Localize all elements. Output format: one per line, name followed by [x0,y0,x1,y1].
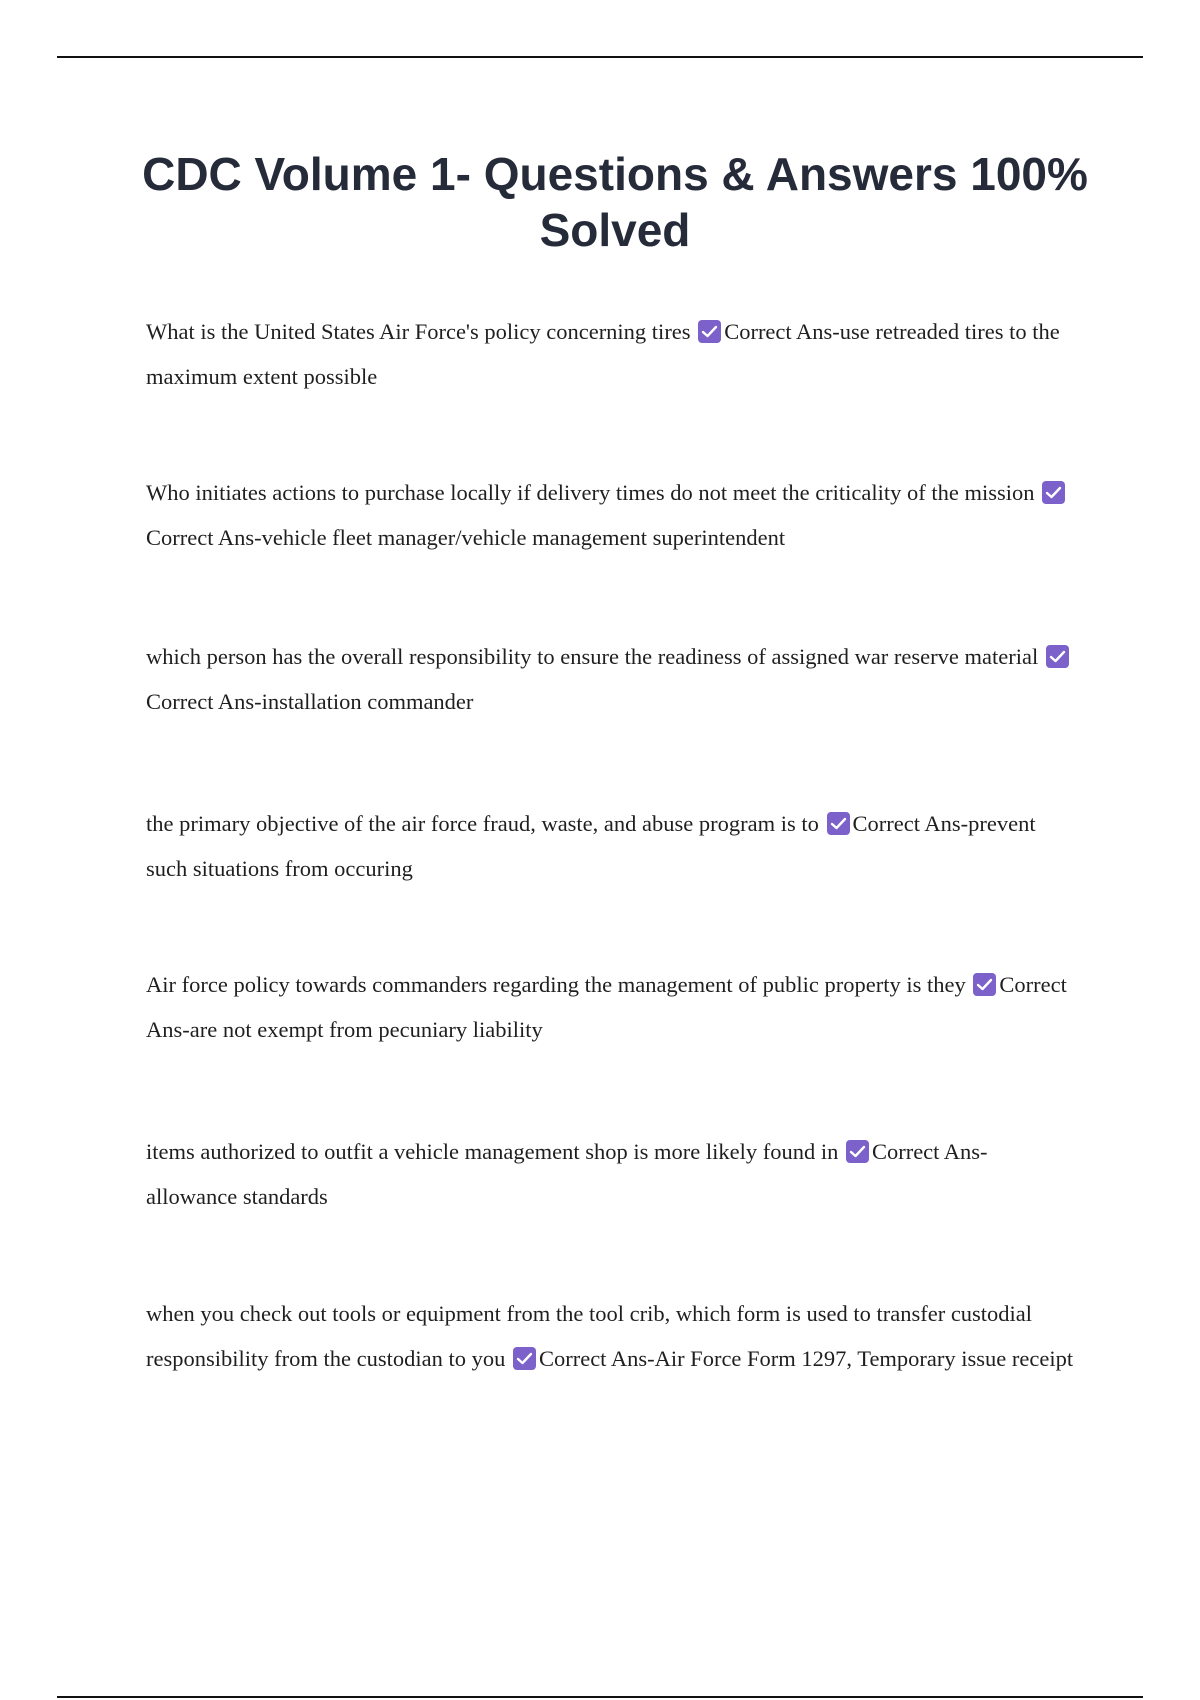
checkbox-checked-icon [827,812,850,835]
top-rule [57,56,1143,58]
bottom-rule [57,1696,1143,1698]
qa-item-6 [146,1130,1076,1219]
qa-item-3 [146,635,1076,724]
checkbox-checked-icon [513,1347,536,1370]
answer-text: Correct Ans-allowance standards [146,1139,988,1209]
document-title: CDC Volume 1- Questions & Answers 100% Solved [142,148,1088,256]
answer-text: Correct Ans-use retreaded tires to the maximum extent possible [146,319,1060,389]
question-text: when you check out tools or equipment from the tool crib, which form is used to transfer custodial responsibility from the custodian to you [146,1301,1033,1371]
checkbox-checked-icon [698,320,721,343]
qa-item-7 [146,1292,1076,1381]
question-text: items authorized to outfit a vehicle management shop is more likely found in [146,1139,839,1164]
checkbox-checked-icon [1042,481,1065,504]
question-text: the primary objective of the air force fraud, waste, and abuse program is to [146,811,819,836]
qa-item-2 [146,471,1076,560]
checkbox-checked-icon [973,973,996,996]
answer-text: Correct Ans-prevent such situations from occuring [146,811,1036,881]
qa-item-4 [146,802,1076,891]
answer-text: Correct Ans-Air Force Form 1297, Temporary issue receipt [538,1345,1074,1371]
question-text: which person has the overall responsibility to ensure the readiness of assigned war reserve material [146,644,1039,669]
question-text: What is the United States Air Force's policy concerning tires [146,319,691,344]
answer-text: Correct Ans-installation commander [146,688,474,714]
question-text: Who initiates actions to purchase locally if delivery times do not meet the criticality of the mission [146,480,1035,505]
qa-item-1 [146,310,1076,399]
checkbox-checked-icon [1046,645,1069,668]
qa-item-5 [146,963,1076,1052]
question-text: Air force policy towards commanders regarding the management of public property is they [146,972,966,997]
answer-text: Correct Ans-vehicle fleet manager/vehicle management superintendent [146,524,786,550]
answer-text: Correct Ans-are not exempt from pecuniary liability [146,972,1067,1042]
checkbox-checked-icon [846,1140,869,1163]
